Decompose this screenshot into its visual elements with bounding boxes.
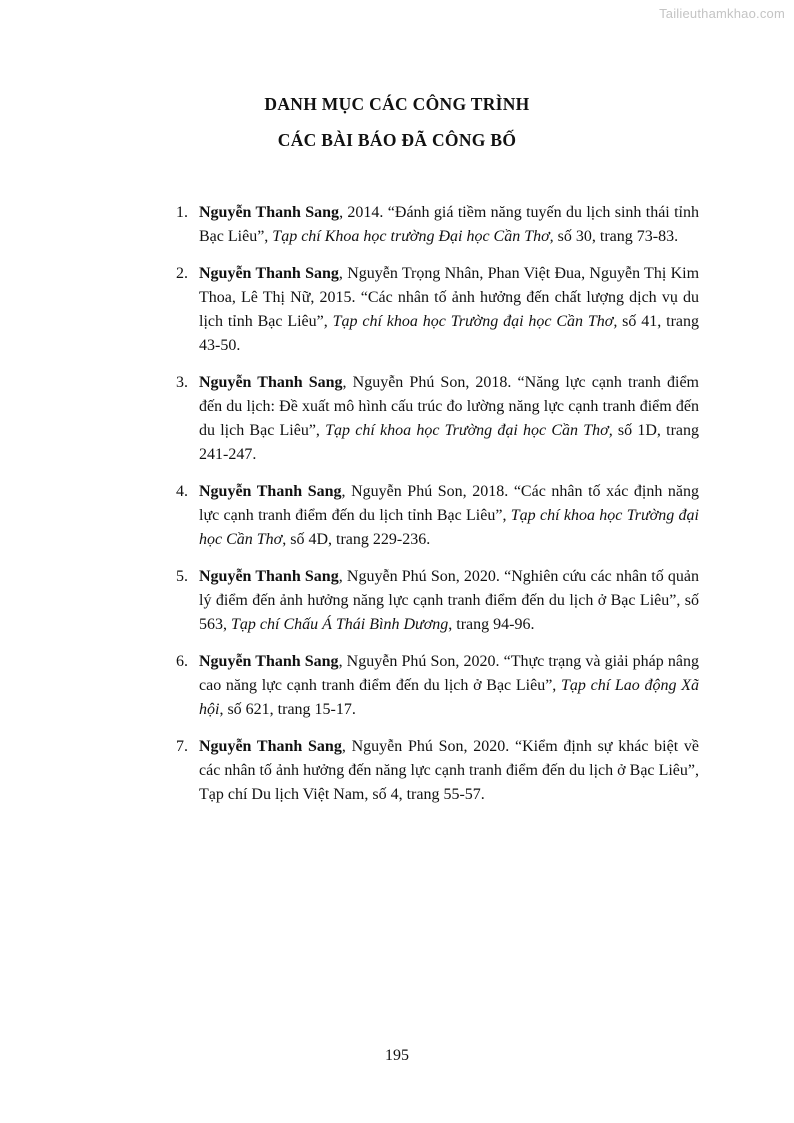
- publication-text: , 2014. “Đánh giá tiềm năng tuyến du lịch sinh thái tỉnh Bạc Liêu”,: [199, 204, 700, 245]
- publication-number: 2.: [176, 265, 188, 282]
- publication-number: 5.: [176, 568, 188, 585]
- publication-item: [0, 201, 794, 249]
- publication-journal: Tạp chí khoa học Trường đại học Cần Thơ,: [325, 422, 613, 439]
- publication-text: , Nguyễn Phú Son, 2020. “Nghiên cứu các nhân tố quản lý điểm đến ảnh hưởng năng lực cạnh tranh điểm đến du lịch ở Bạc Liêu”, số 563,: [199, 568, 700, 633]
- publication-item: [0, 480, 794, 552]
- publication-author: Nguyễn Thanh Sang: [199, 568, 339, 585]
- publication-text: , Nguyễn Phú Son, 2018. “Năng lực cạnh tranh điểm đến du lịch: Đề xuất mô hình cấu trúc đo lường năng lực cạnh tranh điểm đến du lịch Bạc Liêu”,: [199, 374, 700, 439]
- publication-journal: Tạp chí khoa học Trường đại học Cần Thơ: [199, 507, 699, 548]
- publication-details: số 41, trang 43-50.: [199, 313, 699, 354]
- publication-item: [0, 371, 794, 467]
- publication-item: [0, 650, 794, 722]
- publication-author: Nguyễn Thanh Sang: [199, 483, 342, 500]
- publication-author: Nguyễn Thanh Sang: [199, 738, 342, 755]
- publication-journal: Tạp chí Khoa học trường Đại học Cần Thơ,: [272, 228, 554, 245]
- publication-details: , số 4D, trang 229-236.: [282, 531, 431, 548]
- publication-number: 3.: [176, 374, 188, 391]
- publication-number: 4.: [176, 483, 188, 500]
- publication-details: số 1D, trang 241-247.: [199, 422, 700, 463]
- publication-text: , Nguyễn Phú Son, 2020. “Thực trạng và giải pháp nâng cao năng lực cạnh tranh điểm đến du lịch ở Bạc Liêu”,: [199, 653, 699, 694]
- publication-number: 6.: [176, 653, 188, 670]
- heading-line-2: CÁC BÀI BÁO ĐÃ CÔNG BỐ: [277, 130, 517, 150]
- publication-number: 1.: [176, 204, 188, 221]
- publication-journal: Tạp chí khoa học Trường đại học Cần Thơ,: [332, 313, 618, 330]
- publication-number: 7.: [176, 738, 188, 755]
- publication-text: , Nguyễn Phú Son, 2018. “Các nhân tố xác định năng lực cạnh tranh điểm đến du lịch tỉnh Bạc Liêu”,: [199, 483, 699, 524]
- publication-author: Nguyễn Thanh Sang: [199, 204, 340, 221]
- publication-author: Nguyễn Thanh Sang: [199, 374, 343, 391]
- publication-item: [0, 735, 794, 807]
- publication-author: Nguyễn Thanh Sang: [199, 653, 339, 670]
- publication-item: [0, 565, 794, 637]
- watermark: Tailieuthamkhao.com: [659, 6, 785, 21]
- publication-author: Nguyễn Thanh Sang: [199, 265, 339, 282]
- publication-item: [0, 262, 794, 358]
- heading-line-1: DANH MỤC CÁC CÔNG TRÌNH: [264, 94, 530, 114]
- publication-journal: Tạp chí Chấu Á Thái Bình Dương: [231, 616, 449, 633]
- page-number: 195: [385, 1047, 409, 1064]
- publication-text: , Nguyễn Trọng Nhân, Phan Việt Đua, Nguyễn Thị Kim Thoa, Lê Thị Nữ, 2015. “Các nhân tố ảnh hưởng đến chất lượng dịch vụ du lịch tỉnh Bạc Liêu”,: [199, 265, 700, 330]
- publication-text: , Nguyễn Phú Son, 2020. “Kiểm định sự khác biệt về các nhân tố ảnh hưởng đến năng lực cạnh tranh điểm đến du lịch ở Bạc Liêu”, Tạp chí Du lịch Việt Nam, số 4, trang 55-57.: [199, 738, 700, 803]
- publication-details: số 30, trang 73-83.: [553, 228, 679, 245]
- publication-journal: Tạp chí Lao động Xã hội: [199, 677, 699, 718]
- publication-details: , số 621, trang 15-17.: [219, 701, 356, 718]
- publication-details: , trang 94-96.: [448, 616, 535, 633]
- publication-list: [0, 201, 794, 820]
